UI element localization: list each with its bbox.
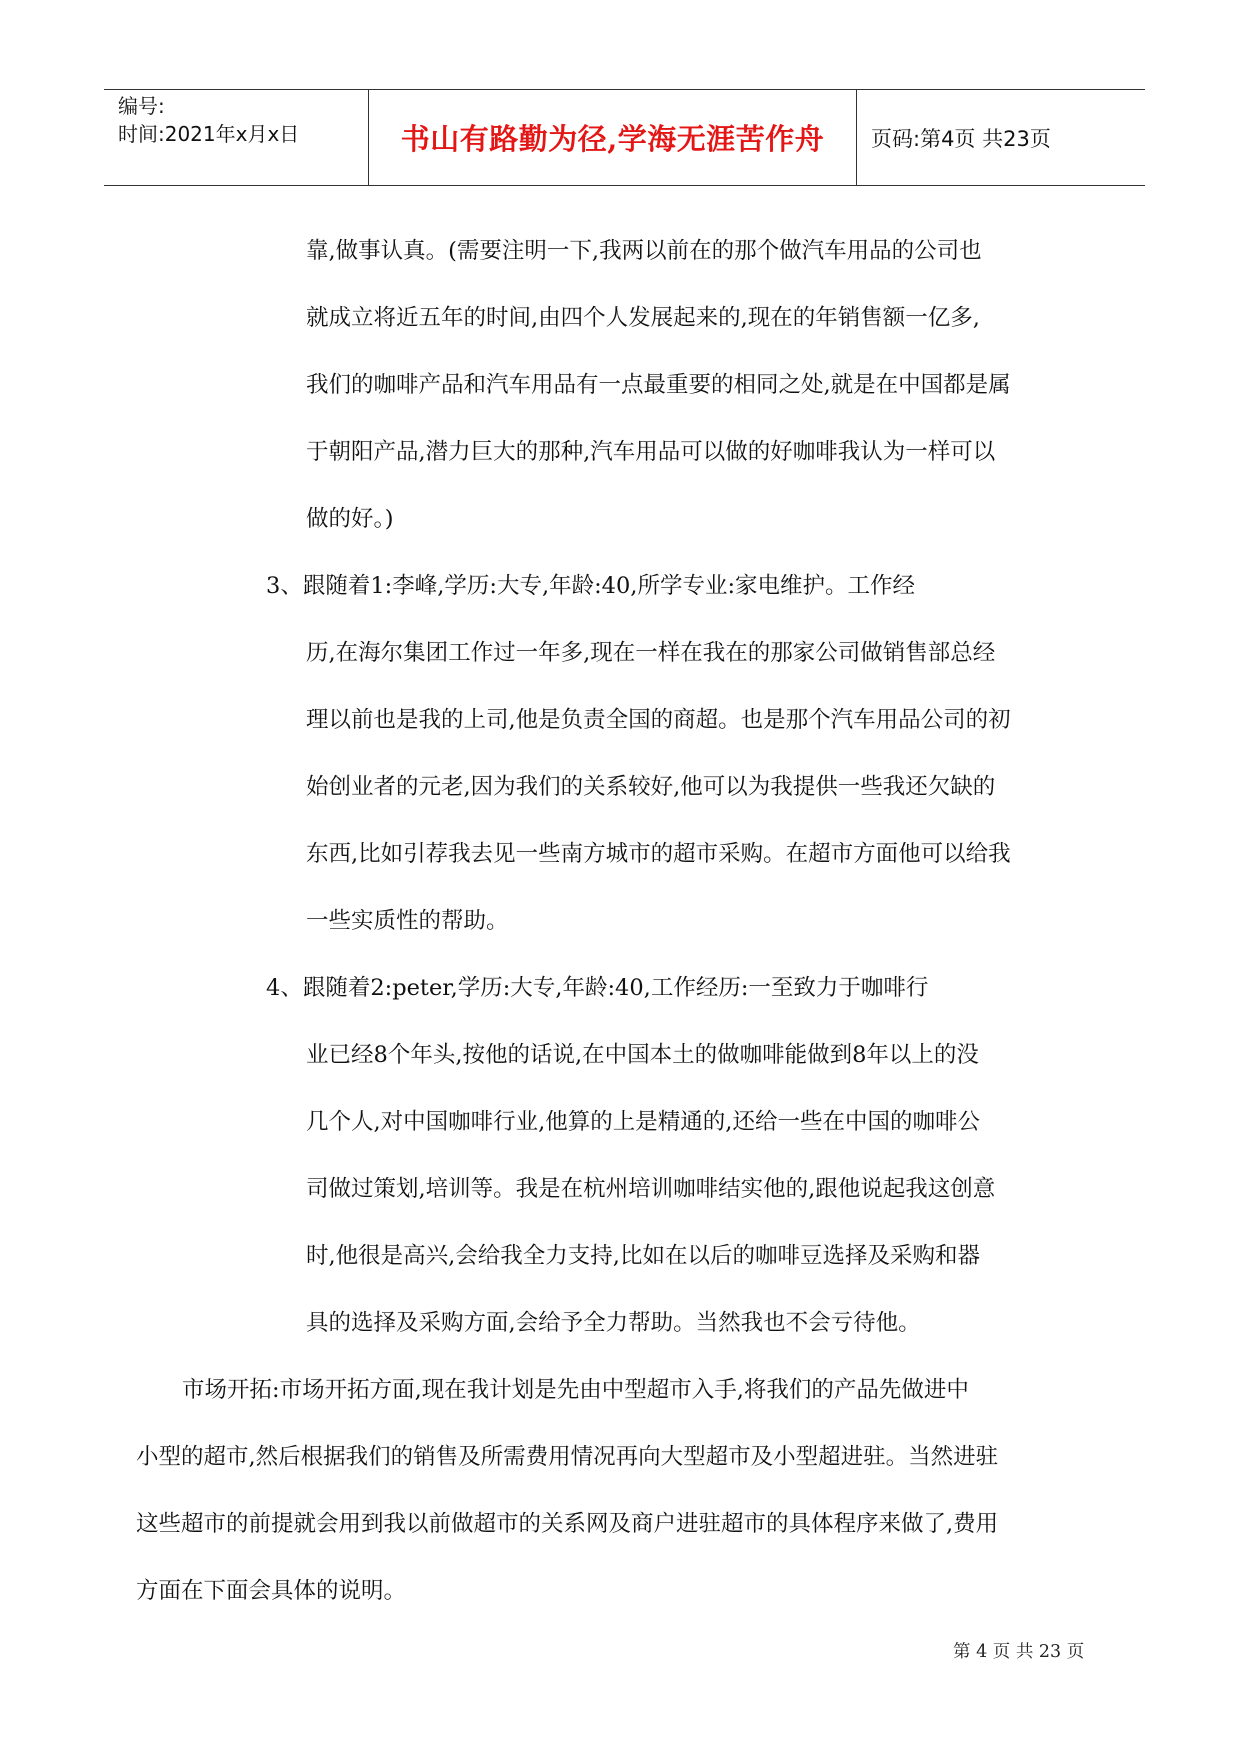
number-label: 编号: [118, 94, 165, 118]
body-line: 这些超市的前提就会用到我以前做超市的关系网及商户进驻超市的具体程序来做了,费用 [136, 1511, 999, 1537]
body-line: 历,在海尔集团工作过一年多,现在一样在我在的那家公司做销售部总经 [306, 640, 996, 666]
body-line: 司做过策划,培训等。我是在杭州培训咖啡结实他的,跟他说起我这创意 [306, 1176, 996, 1202]
body-line: 始创业者的元老,因为我们的关系较好,他可以为我提供一些我还欠缺的 [306, 774, 996, 800]
header-table [104, 89, 1145, 186]
body-line: 做的好。) [306, 506, 394, 532]
body-line: 于朝阳产品,潜力巨大的那种,汽车用品可以做的好咖啡我认为一样可以 [306, 439, 996, 465]
time-label: 时间:2021年x月x日 [118, 122, 300, 146]
body-line: 理以前也是我的上司,他是负责全国的商超。也是那个汽车用品公司的初 [306, 707, 1011, 733]
body-line: 4、跟随着2:peter,学历:大专,年龄:40,工作经历:一至致力于咖啡行 [266, 975, 929, 1001]
body-line: 3、跟随着1:李峰,学历:大专,年龄:40,所学专业:家电维护。工作经 [266, 573, 916, 599]
header-meta-cell [104, 90, 369, 185]
body-line: 就成立将近五年的时间,由四个人发展起来的,现在的年销售额一亿多, [306, 305, 980, 331]
body-line: 业已经8个年头,按他的话说,在中国本土的做咖啡能做到8年以上的没 [306, 1042, 979, 1068]
body-line: 方面在下面会具体的说明。 [136, 1578, 407, 1604]
body-line: 小型的超市,然后根据我们的销售及所需费用情况再向大型超市及小型超进驻。当然进驻 [136, 1444, 999, 1470]
body-line: 时,他很是高兴,会给我全力支持,比如在以后的咖啡豆选择及采购和器 [306, 1243, 980, 1269]
motto-text: 书山有路勤为径,学海无涯苦作舟 [400, 122, 825, 156]
page-number-label: 页码:第4页 共23页 [871, 126, 1051, 151]
body-line: 东西,比如引荐我去见一些南方城市的超市采购。在超市方面他可以给我 [306, 841, 1011, 867]
body-line: 一些实质性的帮助。 [306, 908, 509, 934]
body-line: 市场开拓:市场开拓方面,现在我计划是先由中型超市入手,将我们的产品先做进中 [182, 1377, 969, 1403]
body-line: 几个人,对中国咖啡行业,他算的上是精通的,还给一些在中国的咖啡公 [306, 1109, 980, 1135]
page-footer: 第 4 页 共 23 页 [953, 1642, 1085, 1662]
body-line: 具的选择及采购方面,会给予全力帮助。当然我也不会亏待他。 [306, 1310, 921, 1336]
body-line: 靠,做事认真。(需要注明一下,我两以前在的那个做汽车用品的公司也 [306, 238, 982, 264]
header-motto-cell [369, 90, 857, 185]
header-page-cell [857, 90, 1145, 185]
body-line: 我们的咖啡产品和汽车用品有一点最重要的相同之处,就是在中国都是属 [306, 372, 1011, 398]
